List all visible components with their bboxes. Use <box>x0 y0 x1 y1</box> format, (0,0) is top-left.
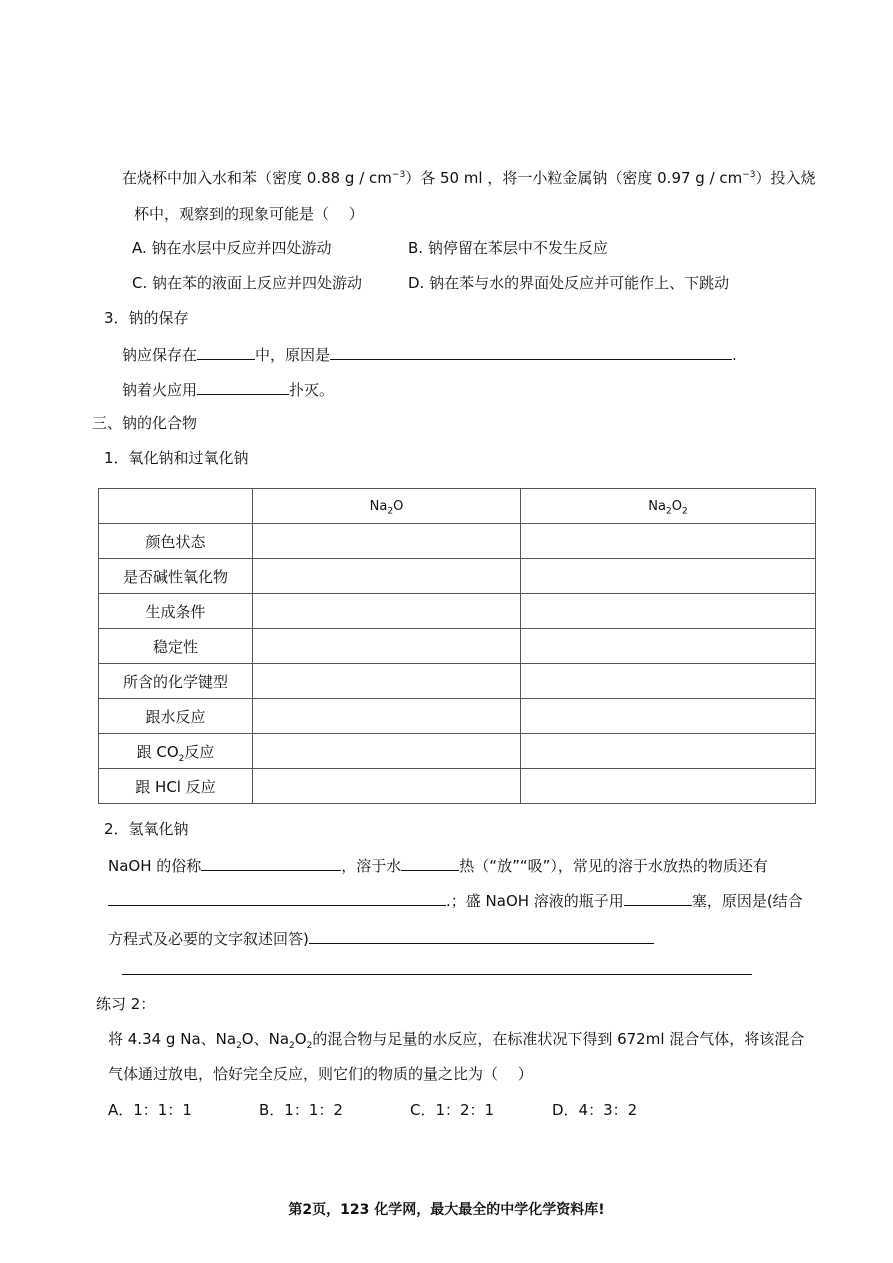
table-cell[interactable] <box>521 629 816 664</box>
subscript: 2 <box>306 1041 313 1051</box>
table-header-na2o <box>253 489 521 524</box>
answer-blank[interactable] <box>108 889 446 906</box>
naoh-text-a: NaOH 的俗称 <box>108 857 202 875</box>
storage-text-end: . <box>732 346 737 364</box>
practice-text: O <box>294 1030 307 1048</box>
row-label: 颜色状态 <box>99 524 253 559</box>
table-cell[interactable] <box>253 699 521 734</box>
practice-option-c: C．1：2：1 <box>410 1101 495 1119</box>
stem-text-b: ）各 50 ml ，将一小粒金属钠（密度 0.97 g / cm <box>405 169 743 187</box>
subscript: 2 <box>387 506 394 517</box>
answer-blank[interactable] <box>330 343 732 360</box>
formula-text: Na <box>648 498 666 514</box>
fire-text-b: 扑灭。 <box>289 381 335 399</box>
naoh-text-e: 塞，原因是(结合 <box>691 892 803 910</box>
question-stem-line2: 杯中，观察到的现象可能是（ ） <box>134 205 364 223</box>
option-c: C. 钠在苯的液面上反应并四处游动 <box>132 274 363 292</box>
naoh-line2 <box>108 889 803 911</box>
table-row <box>99 629 816 664</box>
table-header-empty <box>99 489 253 524</box>
table-header-row <box>99 489 816 524</box>
row-label: 生成条件 <box>99 594 253 629</box>
practice-text: O、Na <box>241 1030 290 1048</box>
chapter-title: 三、钠的化合物 <box>92 414 198 432</box>
superscript: −3 <box>391 170 406 180</box>
storage-line2 <box>122 378 334 400</box>
answer-blank[interactable] <box>197 378 289 395</box>
table-cell[interactable] <box>521 594 816 629</box>
row-label: 稳定性 <box>99 629 253 664</box>
table-cell[interactable] <box>521 734 816 769</box>
fire-text-a: 钠着火应用 <box>122 381 198 399</box>
practice-stem-line2: 气体通过放电，恰好完全反应，则它们的物质的量之比为（ ） <box>108 1065 533 1083</box>
naoh-line3 <box>108 927 654 949</box>
label-text: 反应 <box>184 742 215 761</box>
option-b: B. 钠停留在苯层中不发生反应 <box>408 239 608 257</box>
naoh-text-d: .；盛 NaOH 溶液的瓶子用 <box>446 892 624 910</box>
subscript: 2 <box>681 506 688 517</box>
table-header-na2o2 <box>521 489 816 524</box>
answer-blank[interactable] <box>201 854 341 871</box>
naoh-text-b: ，溶于水 <box>341 857 402 875</box>
table-cell[interactable] <box>253 734 521 769</box>
practice-text: 将 4.34 g Na、Na <box>108 1030 237 1048</box>
table-cell[interactable] <box>253 769 521 804</box>
stem-text-c: ）投入烧 <box>755 169 816 187</box>
practice-option-d: D．4：3：2 <box>552 1101 638 1119</box>
formula-text: O <box>393 498 404 514</box>
naoh-text-c: 热（“放”“吸”），常见的溶于水放热的物质还有 <box>459 857 768 875</box>
answer-blank[interactable] <box>122 958 752 975</box>
answer-blank[interactable] <box>401 854 459 871</box>
subscript: 2 <box>289 1041 295 1051</box>
subscript: 2 <box>236 1041 242 1051</box>
row-label-co2 <box>99 734 253 769</box>
practice-stem-line1 <box>108 1029 804 1049</box>
storage-line1 <box>122 343 737 365</box>
page-footer: 第2页，123 化学网，最大最全的中学化学资料库! <box>288 1202 605 1218</box>
row-label: 是否碱性氧化物 <box>99 559 253 594</box>
answer-blank[interactable] <box>624 889 692 906</box>
table-row <box>99 594 816 629</box>
subscript: 2 <box>666 506 672 517</box>
row-label: 所含的化学键型 <box>99 664 253 699</box>
table-row <box>99 524 816 559</box>
table-cell[interactable] <box>253 559 521 594</box>
row-label: 跟水反应 <box>99 699 253 734</box>
option-d: D. 钠在苯与水的界面处反应并可能作上、下跳动 <box>408 274 730 292</box>
stem-text-a: 在烧杯中加入水和苯（密度 0.88 g / cm <box>122 169 392 187</box>
table-cell[interactable] <box>521 524 816 559</box>
table-cell[interactable] <box>253 594 521 629</box>
answer-blank[interactable] <box>309 927 654 944</box>
table-cell[interactable] <box>521 559 816 594</box>
superscript: −3 <box>742 170 756 180</box>
question-stem-line1 <box>122 168 816 188</box>
storage-text-b: 中，原因是 <box>255 346 331 364</box>
practice-title: 练习 2： <box>96 995 156 1013</box>
answer-blank[interactable] <box>197 343 255 360</box>
table-cell[interactable] <box>521 699 816 734</box>
table-cell[interactable] <box>253 524 521 559</box>
practice-text: 的混合物与足量的水反应，在标准状况下得到 672ml 混合气体，将该混合 <box>312 1030 805 1048</box>
storage-text-a: 钠应保存在 <box>122 346 198 364</box>
subsection-title-naoh: 2．氢氧化钠 <box>104 820 189 838</box>
table-row <box>99 769 816 804</box>
table-cell[interactable] <box>253 629 521 664</box>
comparison-table <box>98 488 816 804</box>
row-label: 跟 HCl 反应 <box>99 769 253 804</box>
table-cell[interactable] <box>521 664 816 699</box>
naoh-line4 <box>122 958 752 980</box>
naoh-text-f: 方程式及必要的文字叙述回答) <box>108 930 309 948</box>
section-title-storage: 3．钠的保存 <box>104 309 189 327</box>
table-row <box>99 734 816 769</box>
label-text: 跟 CO <box>136 742 179 761</box>
subscript: 2 <box>178 753 185 764</box>
formula-text: Na <box>369 498 388 514</box>
formula-text: O <box>671 498 682 514</box>
table-row <box>99 699 816 734</box>
table-row <box>99 559 816 594</box>
practice-option-b: B．1：1：2 <box>259 1101 343 1119</box>
table-cell[interactable] <box>253 664 521 699</box>
naoh-line1 <box>108 854 768 876</box>
practice-option-a: A．1：1：1 <box>108 1101 192 1119</box>
table-cell[interactable] <box>521 769 816 804</box>
subsection-title-oxides: 1．氧化钠和过氧化钠 <box>104 449 249 467</box>
option-a: A. 钠在水层中反应并四处游动 <box>132 239 332 257</box>
table-row <box>99 664 816 699</box>
